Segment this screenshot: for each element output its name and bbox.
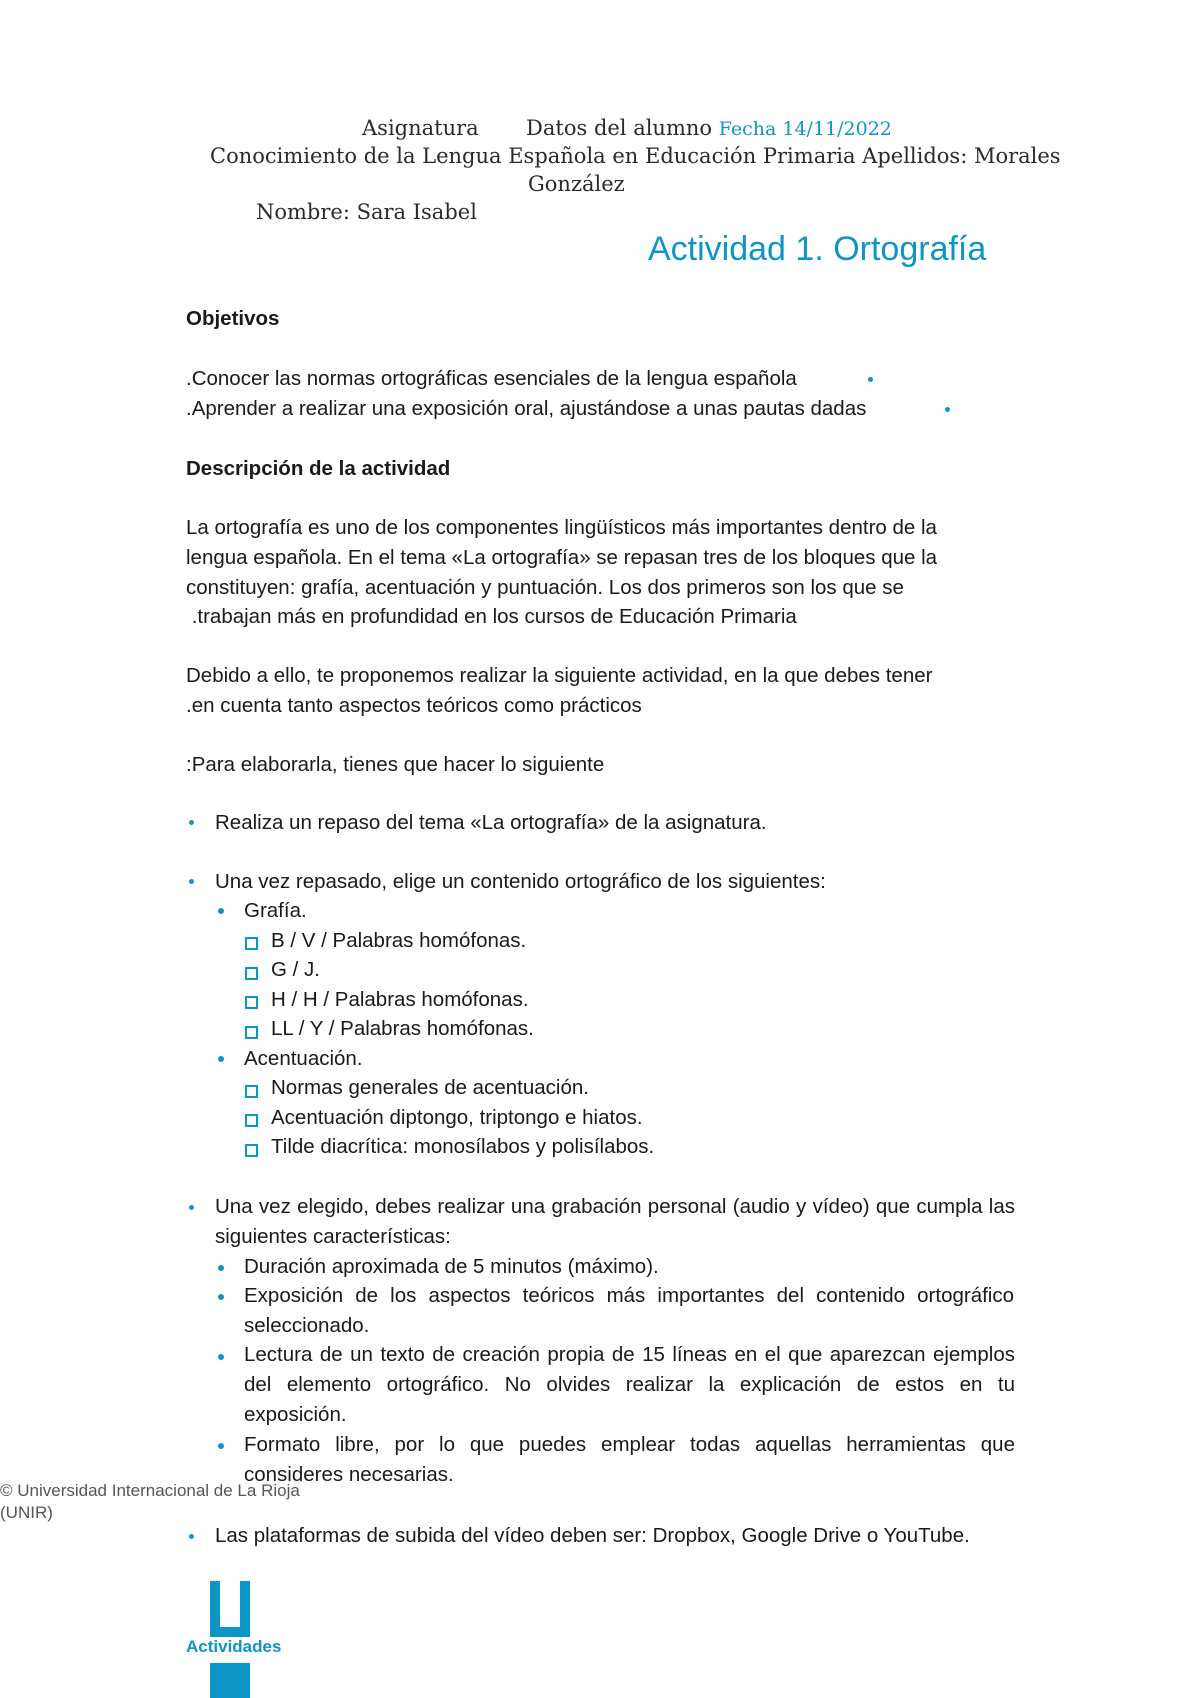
acentuacion-item-3: Tilde diacrítica: monosílabos y polisílabos. (271, 1135, 655, 1158)
descripcion-para2-line2: .en cuenta tanto aspectos teóricos como prácticos (186, 694, 642, 717)
grafia-item-2: G / J. (271, 958, 320, 981)
descripcion-para3: :Para elaborarla, tienes que hacer lo siguiente (186, 753, 605, 776)
actividades-label: Actividades (186, 1637, 282, 1656)
step1-bullet-icon (189, 820, 194, 825)
actividades-tab-bar (210, 1663, 250, 1698)
descripcion-para1-line3: constituyen: grafía, acentuación y puntuación. Los dos primeros son los que se (186, 576, 904, 599)
grafia-item-1: B / V / Palabras homófonas. (271, 929, 527, 952)
caracteristica-4-bullet-icon (218, 1443, 224, 1449)
acentuacion-label: Acentuación. (244, 1047, 363, 1070)
grafia-label: Grafía. (244, 899, 307, 922)
fecha-label: Fecha 14/11/2022 (718, 118, 892, 140)
subject-line: Conocimiento de la Lengua Española en Educación Primaria Apellidos: Morales (210, 144, 1061, 168)
grafia-bullet-icon (218, 908, 224, 914)
page-title: Actividad 1. Ortografía (648, 230, 987, 268)
acentuacion-item-1: Normas generales de acentuación. (271, 1076, 589, 1099)
caracteristica-4: Formato libre, por lo que puedes emplear todas aquellas herramientas que consideres necesarias. (244, 1433, 1015, 1486)
grafia-item-2-checkbox-icon (245, 967, 258, 980)
header-line-1 (362, 116, 892, 140)
descripcion-heading: Descripción de la actividad (186, 457, 451, 480)
acentuacion-item-3-checkbox-icon (245, 1144, 258, 1157)
step-2: Una vez repasado, elige un contenido ortográfico de los siguientes: (215, 870, 826, 893)
objetivo-1: .Conocer las normas ortográficas esenciales de la lengua española (186, 367, 797, 390)
caracteristica-2-bullet-icon (218, 1294, 224, 1300)
acentuacion-item-2-checkbox-icon (245, 1114, 258, 1127)
grafia-item-4-checkbox-icon (245, 1026, 258, 1039)
asignatura-label: Asignatura (362, 116, 479, 140)
acentuacion-item-1-checkbox-icon (245, 1085, 258, 1098)
acentuacion-item-2: Acentuación diptongo, triptongo e hiatos. (271, 1106, 643, 1129)
step3-bullet-icon (189, 1205, 194, 1210)
copyright-line-2: (UNIR) (0, 1503, 53, 1522)
grafia-item-1-checkbox-icon (245, 937, 258, 950)
grafia-item-3-checkbox-icon (245, 996, 258, 1009)
descripcion-para2-line1: Debido a ello, te proponemos realizar la siguiente actividad, en la que debes tener (186, 664, 933, 687)
descripcion-para1-line1: La ortografía es uno de los componentes lingüísticos más importantes dentro de la (186, 516, 937, 539)
caracteristica-2: Exposición de los aspectos teóricos más importantes del contenido ortográfico seleccionado. (244, 1284, 1014, 1337)
surname-continuation: González (528, 172, 625, 196)
datos-alumno-label: Datos del alumno (526, 116, 713, 140)
caracteristica-3-bullet-icon (218, 1354, 224, 1360)
objetivo-1-bullet-icon (868, 377, 873, 382)
caracteristica-3: Lectura de un texto de creación propia de 15 líneas en el que aparezcan ejemplos del elemento ortográfico. No olvides realizar la explicación de estos en tu exposición. (244, 1343, 1015, 1426)
step-4: Las plataformas de subida del vídeo deben ser: Dropbox, Google Drive o YouTube. (215, 1524, 970, 1547)
objetivo-2-bullet-icon (945, 407, 950, 412)
grafia-item-3: H / H / Palabras homófonas. (271, 988, 529, 1011)
objetivos-heading: Objetivos (186, 307, 280, 330)
step-3: Una vez elegido, debes realizar una grabación personal (audio y vídeo) que cumpla las siguientes características: (215, 1195, 1015, 1248)
step-1: Realiza un repaso del tema «La ortografía» de la asignatura. (215, 811, 767, 834)
copyright-line-1: © Universidad Internacional de La Rioja (0, 1481, 300, 1500)
step2-bullet-icon (189, 879, 194, 884)
caracteristica-1: Duración aproximada de 5 minutos (máximo). (244, 1255, 659, 1278)
caracteristica-1-bullet-icon (218, 1265, 224, 1271)
step4-bullet-icon (189, 1534, 194, 1539)
descripcion-para1-line2: lengua española. En el tema «La ortografía» se repasan tres de los bloques que la (186, 546, 938, 569)
nombre-line: Nombre: Sara Isabel (256, 200, 477, 224)
grafia-item-4: LL / Y / Palabras homófonas. (271, 1017, 534, 1040)
descripcion-para1-line4: .trabajan más en profundidad en los cursos de Educación Primaria (186, 605, 797, 628)
objetivo-2: .Aprender a realizar una exposición oral, ajustándose a unas pautas dadas (186, 397, 867, 420)
acentuacion-bullet-icon (218, 1056, 224, 1062)
